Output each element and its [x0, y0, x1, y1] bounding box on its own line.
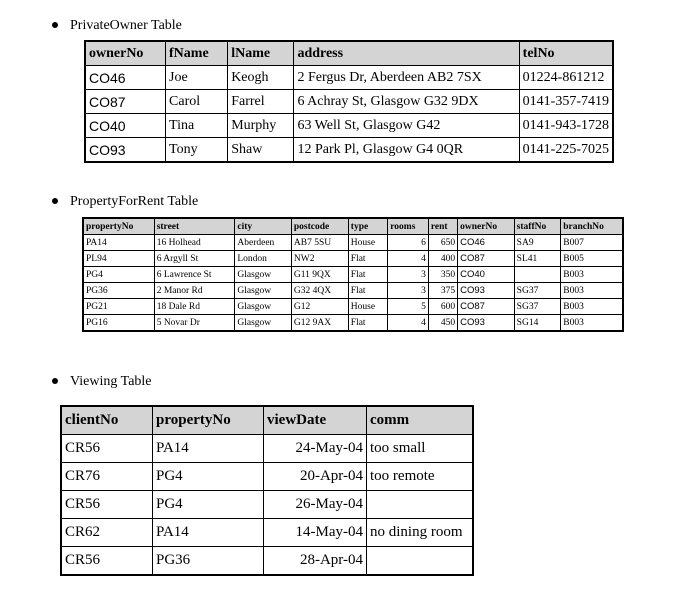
- table-row: [83, 283, 623, 299]
- cell-city: Aberdeen: [235, 235, 292, 251]
- cell-street: 5 Novar Dr: [154, 315, 235, 332]
- cell-street: 6 Argyll St: [154, 251, 235, 267]
- cell-staffno: [514, 267, 561, 283]
- table-row: [83, 235, 623, 251]
- cell-rent: 450: [428, 315, 457, 332]
- cell-telno: 01224-861212: [519, 66, 613, 90]
- cell-ownerno: CO46: [458, 235, 515, 251]
- column-header-ownerno: ownerNo: [85, 41, 166, 66]
- column-header-rent: rent: [428, 218, 457, 235]
- column-header-comm: comm: [367, 406, 474, 435]
- viewing-title: Viewing Table: [70, 374, 152, 389]
- cell-propertyno: PG21: [83, 299, 154, 315]
- column-header-clientno: clientNo: [61, 406, 153, 435]
- column-header-viewdate: viewDate: [264, 406, 367, 435]
- cell-city: Glasgow: [235, 283, 292, 299]
- bullet-icon: [52, 22, 58, 28]
- cell-ownerno: CO40: [85, 114, 166, 138]
- cell-rent: 650: [428, 235, 457, 251]
- cell-rooms: 3: [388, 283, 429, 299]
- cell-rooms: 4: [388, 251, 429, 267]
- cell-propertyno: PA14: [83, 235, 154, 251]
- cell-branchno: B003: [561, 315, 623, 332]
- cell-city: Glasgow: [235, 299, 292, 315]
- table-row: [85, 114, 613, 138]
- cell-postcode: G12 9AX: [291, 315, 348, 332]
- table-header-row: [85, 41, 613, 66]
- cell-fname: Tina: [166, 114, 228, 138]
- table-row: [85, 66, 613, 90]
- table-row: [83, 315, 623, 332]
- table-row: [83, 299, 623, 315]
- cell-street: 16 Holhead: [154, 235, 235, 251]
- cell-branchno: B003: [561, 283, 623, 299]
- cell-telno: 0141-357-7419: [519, 90, 613, 114]
- cell-rooms: 4: [388, 315, 429, 332]
- table-row: [61, 491, 473, 519]
- table-row: [61, 463, 473, 491]
- cell-propertyno: PA14: [153, 435, 264, 463]
- cell-lname: Keogh: [228, 66, 294, 90]
- column-header-type: type: [348, 218, 387, 235]
- cell-comm: no dining room: [367, 519, 474, 547]
- cell-address: 12 Park Pl, Glasgow G4 0QR: [294, 138, 519, 163]
- cell-city: London: [235, 251, 292, 267]
- section-title-property-for-rent: [52, 194, 198, 210]
- cell-viewdate: 26-May-04: [264, 491, 367, 519]
- cell-type: House: [348, 299, 387, 315]
- property-for-rent-table: [82, 217, 624, 332]
- section-title-private-owner: [52, 18, 182, 34]
- viewing-table: [60, 405, 474, 576]
- cell-propertyno: PL94: [83, 251, 154, 267]
- cell-type: Flat: [348, 315, 387, 332]
- column-header-postcode: postcode: [291, 218, 348, 235]
- table-row: [83, 267, 623, 283]
- cell-city: Glasgow: [235, 267, 292, 283]
- cell-street: 18 Dale Rd: [154, 299, 235, 315]
- cell-ownerno: CO87: [458, 251, 515, 267]
- cell-postcode: AB7 5SU: [291, 235, 348, 251]
- table-header-row: [61, 406, 473, 435]
- cell-viewdate: 20-Apr-04: [264, 463, 367, 491]
- cell-ownerno: CO93: [458, 283, 515, 299]
- column-header-ownerno: ownerNo: [458, 218, 515, 235]
- cell-staffno: SG14: [514, 315, 561, 332]
- cell-postcode: NW2: [291, 251, 348, 267]
- cell-branchno: B003: [561, 299, 623, 315]
- cell-ownerno: CO40: [458, 267, 515, 283]
- section-title-viewing: [52, 374, 152, 390]
- table-row: [85, 90, 613, 114]
- cell-comm: [367, 547, 474, 576]
- cell-branchno: B003: [561, 267, 623, 283]
- cell-address: 6 Achray St, Glasgow G32 9DX: [294, 90, 519, 114]
- cell-telno: 0141-225-7025: [519, 138, 613, 163]
- cell-clientno: CR62: [61, 519, 153, 547]
- column-header-rooms: rooms: [388, 218, 429, 235]
- cell-postcode: G32 4QX: [291, 283, 348, 299]
- bullet-icon: [52, 378, 58, 384]
- cell-clientno: CR56: [61, 435, 153, 463]
- cell-type: Flat: [348, 267, 387, 283]
- column-header-fname: fName: [166, 41, 228, 66]
- table-row: [61, 435, 473, 463]
- cell-propertyno: PG4: [83, 267, 154, 283]
- cell-propertyno: PG4: [153, 463, 264, 491]
- cell-clientno: CR56: [61, 491, 153, 519]
- cell-comm: [367, 491, 474, 519]
- cell-rent: 600: [428, 299, 457, 315]
- cell-address: 2 Fergus Dr, Aberdeen AB2 7SX: [294, 66, 519, 90]
- cell-rooms: 5: [388, 299, 429, 315]
- column-header-address: address: [294, 41, 519, 66]
- cell-rooms: 3: [388, 267, 429, 283]
- cell-ownerno: CO93: [458, 315, 515, 332]
- cell-rent: 375: [428, 283, 457, 299]
- cell-fname: Joe: [166, 66, 228, 90]
- cell-type: Flat: [348, 283, 387, 299]
- cell-staffno: SG37: [514, 299, 561, 315]
- cell-propertyno: PG36: [83, 283, 154, 299]
- private-owner-table: [84, 40, 614, 163]
- cell-fname: Carol: [166, 90, 228, 114]
- cell-propertyno: PG4: [153, 491, 264, 519]
- cell-viewdate: 14-May-04: [264, 519, 367, 547]
- column-header-staffno: staffNo: [514, 218, 561, 235]
- column-header-branchno: branchNo: [561, 218, 623, 235]
- cell-street: 6 Lawrence St: [154, 267, 235, 283]
- cell-branchno: B007: [561, 235, 623, 251]
- cell-lname: Shaw: [228, 138, 294, 163]
- cell-city: Glasgow: [235, 315, 292, 332]
- cell-address: 63 Well St, Glasgow G42: [294, 114, 519, 138]
- cell-ownerno: CO87: [85, 90, 166, 114]
- column-header-telno: telNo: [519, 41, 613, 66]
- private-owner-title: PrivateOwner Table: [70, 18, 182, 33]
- cell-street: 2 Manor Rd: [154, 283, 235, 299]
- column-header-propertyno: propertyNo: [153, 406, 264, 435]
- column-header-city: city: [235, 218, 292, 235]
- column-header-lname: lName: [228, 41, 294, 66]
- cell-rent: 400: [428, 251, 457, 267]
- cell-rent: 350: [428, 267, 457, 283]
- cell-lname: Farrel: [228, 90, 294, 114]
- cell-type: Flat: [348, 251, 387, 267]
- cell-postcode: G11 9QX: [291, 267, 348, 283]
- column-header-propertyno: propertyNo: [83, 218, 154, 235]
- cell-clientno: CR56: [61, 547, 153, 576]
- cell-ownerno: CO87: [458, 299, 515, 315]
- cell-comm: too small: [367, 435, 474, 463]
- table-header-row: [83, 218, 623, 235]
- cell-viewdate: 28-Apr-04: [264, 547, 367, 576]
- cell-clientno: CR76: [61, 463, 153, 491]
- cell-lname: Murphy: [228, 114, 294, 138]
- column-header-street: street: [154, 218, 235, 235]
- cell-staffno: SG37: [514, 283, 561, 299]
- cell-ownerno: CO46: [85, 66, 166, 90]
- table-row: [85, 138, 613, 163]
- cell-propertyno: PA14: [153, 519, 264, 547]
- cell-comm: too remote: [367, 463, 474, 491]
- cell-staffno: SL41: [514, 251, 561, 267]
- cell-ownerno: CO93: [85, 138, 166, 163]
- cell-propertyno: PG36: [153, 547, 264, 576]
- cell-rooms: 6: [388, 235, 429, 251]
- cell-telno: 0141-943-1728: [519, 114, 613, 138]
- cell-branchno: B005: [561, 251, 623, 267]
- table-row: [61, 519, 473, 547]
- bullet-icon: [52, 198, 58, 204]
- cell-propertyno: PG16: [83, 315, 154, 332]
- table-row: [61, 547, 473, 576]
- cell-staffno: SA9: [514, 235, 561, 251]
- table-row: [83, 251, 623, 267]
- cell-viewdate: 24-May-04: [264, 435, 367, 463]
- cell-postcode: G12: [291, 299, 348, 315]
- property-for-rent-title: PropertyForRent Table: [70, 194, 199, 209]
- cell-type: House: [348, 235, 387, 251]
- cell-fname: Tony: [166, 138, 228, 163]
